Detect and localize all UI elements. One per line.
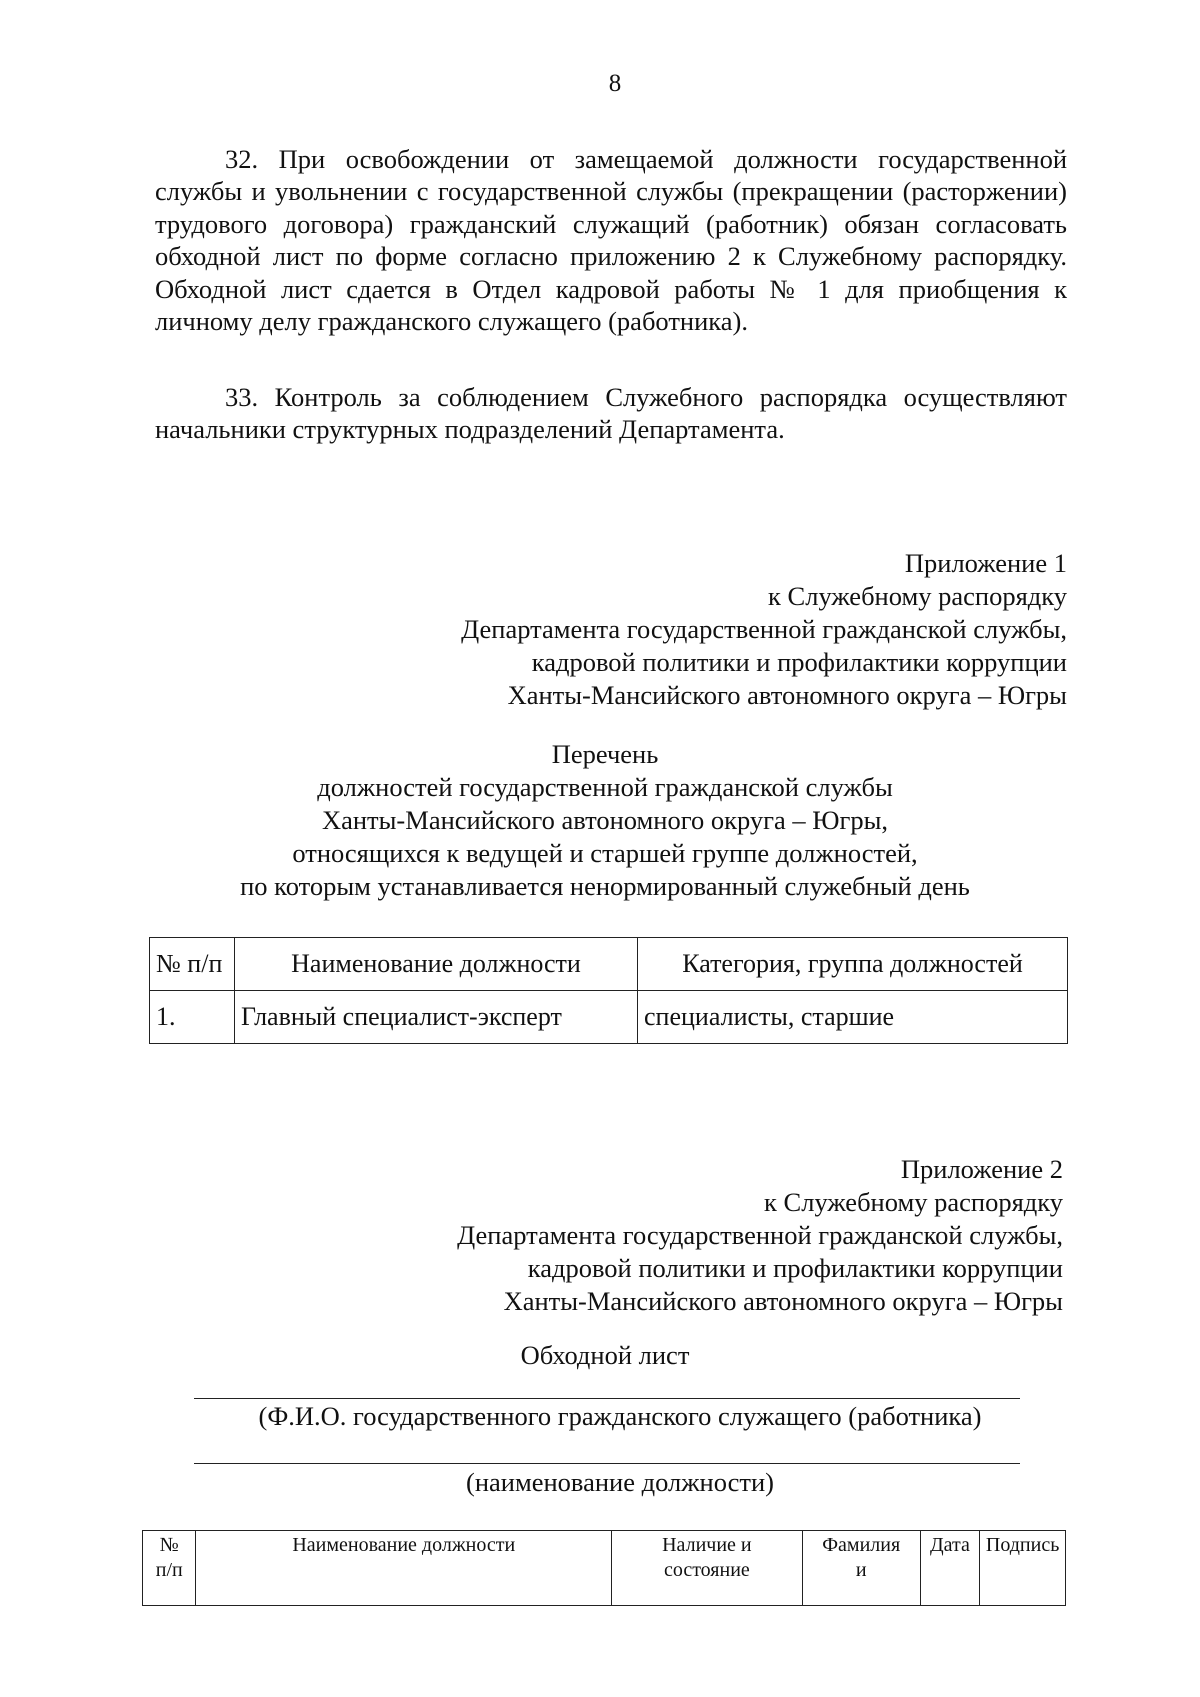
- position-caption: (наименование должности): [466, 1467, 774, 1497]
- fio-caption: (Ф.И.О. государственного гражданского служащего (работника): [258, 1401, 982, 1431]
- header-line: Подпись: [985, 1534, 1060, 1556]
- list-title-line: должностей государственной гражданской службы: [317, 772, 893, 802]
- list-title-line: Перечень: [551, 739, 659, 769]
- table-header-row: [143, 1531, 1066, 1606]
- table-header-row: [150, 938, 1068, 991]
- appendix-1-line: Приложение 1: [904, 548, 1067, 578]
- list-title-line: по которым устанавливается ненормированный служебный день: [240, 871, 970, 901]
- clearance-table: [142, 1530, 1066, 1606]
- appendix-1-line: к Служебному распорядку: [768, 581, 1067, 611]
- header-cell-category: Категория, группа должностей: [638, 938, 1068, 991]
- appendix-2-line: Приложение 2: [900, 1154, 1063, 1184]
- header-cell-number: [143, 1531, 196, 1606]
- paragraph-32: 32. При освобождении от замещаемой должности государственной службы и увольнении с государственной службы (прекращении (расторжении) трудового договора) гражданский служащий (работник) обязан согласовать обходной лист по форме согласно приложению 2 к Служебному распорядку. Обходной лист сдается в Отдел кадровой работы № 1 для приобщения к личному делу гражданского служащего (работника).: [155, 144, 1067, 337]
- header-line: Наименование должности: [292, 1534, 516, 1556]
- positions-table: [149, 937, 1068, 1044]
- header-line: п/п: [155, 1559, 183, 1581]
- appendix-2-line: кадровой политики и профилактики коррупции: [527, 1253, 1063, 1283]
- header-line: Фамилия: [822, 1534, 901, 1556]
- header-cell-signature: [980, 1531, 1066, 1606]
- header-line: и: [855, 1559, 867, 1581]
- page-number: 8: [608, 70, 622, 97]
- header-line: Наличие и: [662, 1534, 752, 1556]
- paragraph-33: 33. Контроль за соблюдением Служебного распорядка осуществляют начальники структурных подразделений Департамента.: [155, 382, 1067, 445]
- appendix-1-header: [167, 547, 1067, 712]
- appendix-2-line: Ханты-Мансийского автономного округа – Югры: [503, 1286, 1063, 1316]
- table-row: [150, 991, 1068, 1044]
- header-cell-date: [920, 1531, 980, 1606]
- sheet-title: Обходной лист: [520, 1340, 690, 1370]
- header-line: №: [159, 1534, 179, 1556]
- header-cell-position: Наименование должности: [235, 938, 638, 991]
- appendix-1-line: кадровой политики и профилактики коррупции: [531, 647, 1067, 677]
- fio-fill-line: [194, 1398, 1020, 1399]
- position-fill-line: [194, 1463, 1020, 1464]
- appendix-2-header: [163, 1153, 1063, 1318]
- list-title: [130, 738, 1080, 903]
- cell-category: специалисты, старшие: [638, 991, 1068, 1044]
- header-line: состояние: [663, 1559, 750, 1581]
- appendix-2-line: к Служебному распорядку: [764, 1187, 1063, 1217]
- header-cell-number: № п/п: [150, 938, 235, 991]
- cell-position: Главный специалист-эксперт: [235, 991, 638, 1044]
- appendix-1-line: Ханты-Мансийского автономного округа – Югры: [507, 680, 1067, 710]
- header-cell-position: [196, 1531, 612, 1606]
- appendix-2-line: Департамента государственной гражданской службы,: [457, 1220, 1063, 1250]
- cell-number: 1.: [150, 991, 235, 1044]
- header-cell-presence: [612, 1531, 803, 1606]
- header-line: Дата: [930, 1534, 970, 1556]
- list-title-line: относящихся к ведущей и старшей группе должностей,: [292, 838, 918, 868]
- header-cell-surname: [802, 1531, 920, 1606]
- appendix-1-line: Департамента государственной гражданской службы,: [461, 614, 1067, 644]
- list-title-line: Ханты-Мансийского автономного округа – Югры,: [321, 805, 889, 835]
